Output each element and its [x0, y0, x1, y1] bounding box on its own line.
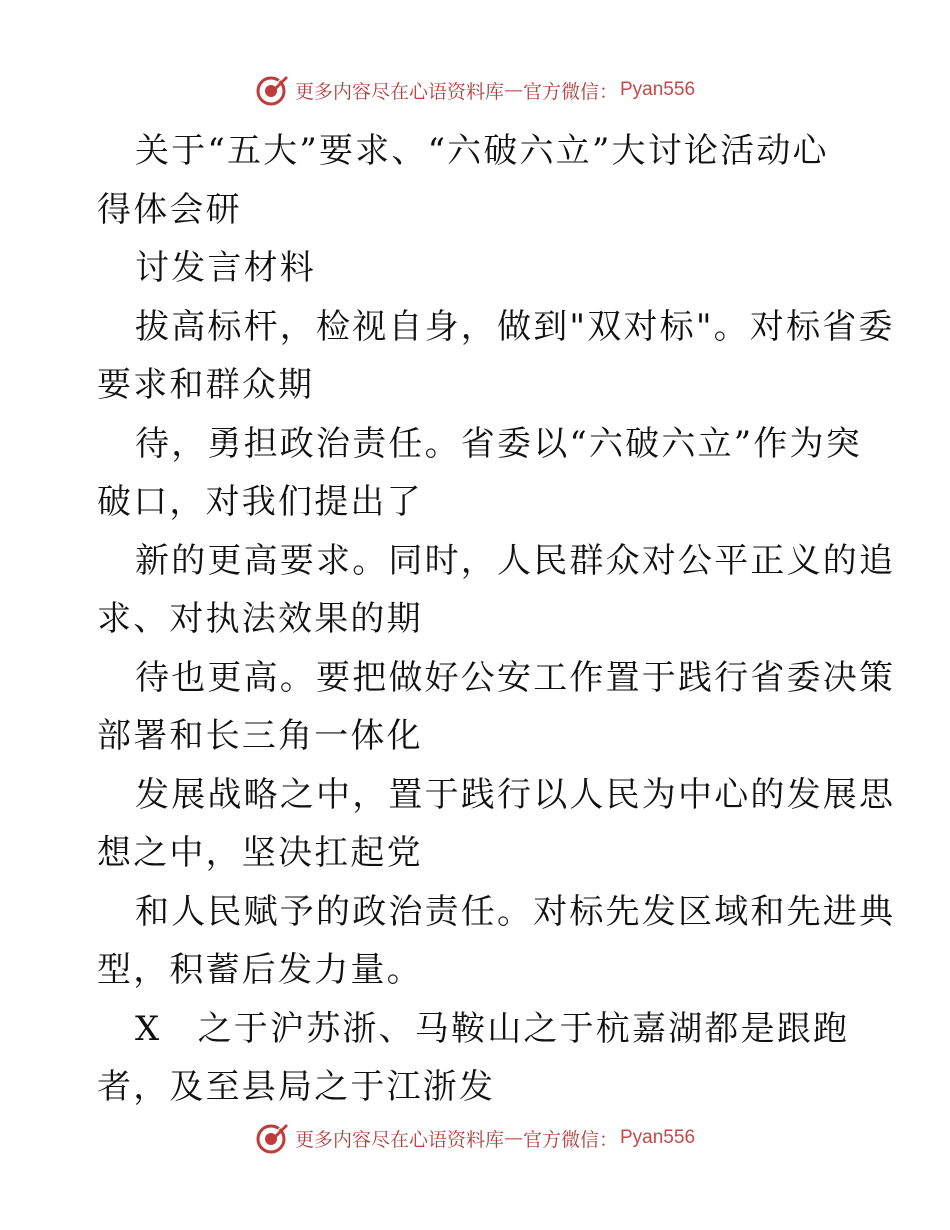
watermark-official: 官方微信：	[522, 1128, 618, 1151]
pen-logo-icon	[255, 73, 289, 107]
watermark-footer	[0, 1118, 950, 1158]
watermark-header	[0, 70, 950, 110]
watermark-handle: Pyan556	[620, 1127, 696, 1148]
watermark-official: 官方微信：	[522, 80, 618, 103]
paragraph-line: 者，及至县局之于江浙发	[97, 1067, 496, 1107]
paragraph-line: 待也更高。要把做好公安工作置于践行省委决策	[135, 657, 896, 698]
paragraph-line: X 之于沪苏浙、马鞍山之于杭嘉湖都是跟跑	[135, 1008, 850, 1049]
paragraph-line: 发展战略之中，置于践行以人民为中心的发展思	[135, 774, 896, 815]
watermark-separator: —	[503, 1127, 523, 1149]
watermark-text: 更多内容尽在心语资料库	[294, 1128, 504, 1151]
pen-logo-icon	[255, 1121, 289, 1155]
paragraph-line: 求、对执法效果的期	[97, 599, 423, 639]
watermark-handle: Pyan556	[620, 79, 696, 100]
paragraph-line: 待，勇担政治责任。省委以“六破六立”作为突	[135, 423, 862, 464]
paragraph-line: 新的更高要求。同时，人民群众对公平正义的追	[135, 540, 896, 581]
paragraph-line: 要求和群众期	[97, 365, 315, 405]
paragraph-line: 关于“五大”要求、“六破六立”大讨论活动心	[135, 131, 829, 171]
paragraph-line: 部署和长三角一体化	[97, 716, 423, 756]
paragraph-line: 型，积蓄后发力量。	[97, 950, 423, 990]
watermark-text: 更多内容尽在心语资料库	[294, 80, 504, 103]
paragraph-line: 拔高标杆，检视自身，做到"双对标"。对标省委	[135, 306, 895, 347]
paragraph-line: 想之中，坚决扛起党	[97, 833, 423, 873]
paragraph-line: 和人民赋予的政治责任。对标先发区域和先进典	[135, 891, 896, 932]
paragraph-line: 破口，对我们提出了	[97, 482, 423, 522]
watermark-separator: —	[503, 79, 523, 101]
paragraph-line: 讨发言材料	[135, 248, 316, 288]
paragraph-line: 得体会研	[97, 189, 242, 230]
document-body	[97, 122, 896, 1117]
